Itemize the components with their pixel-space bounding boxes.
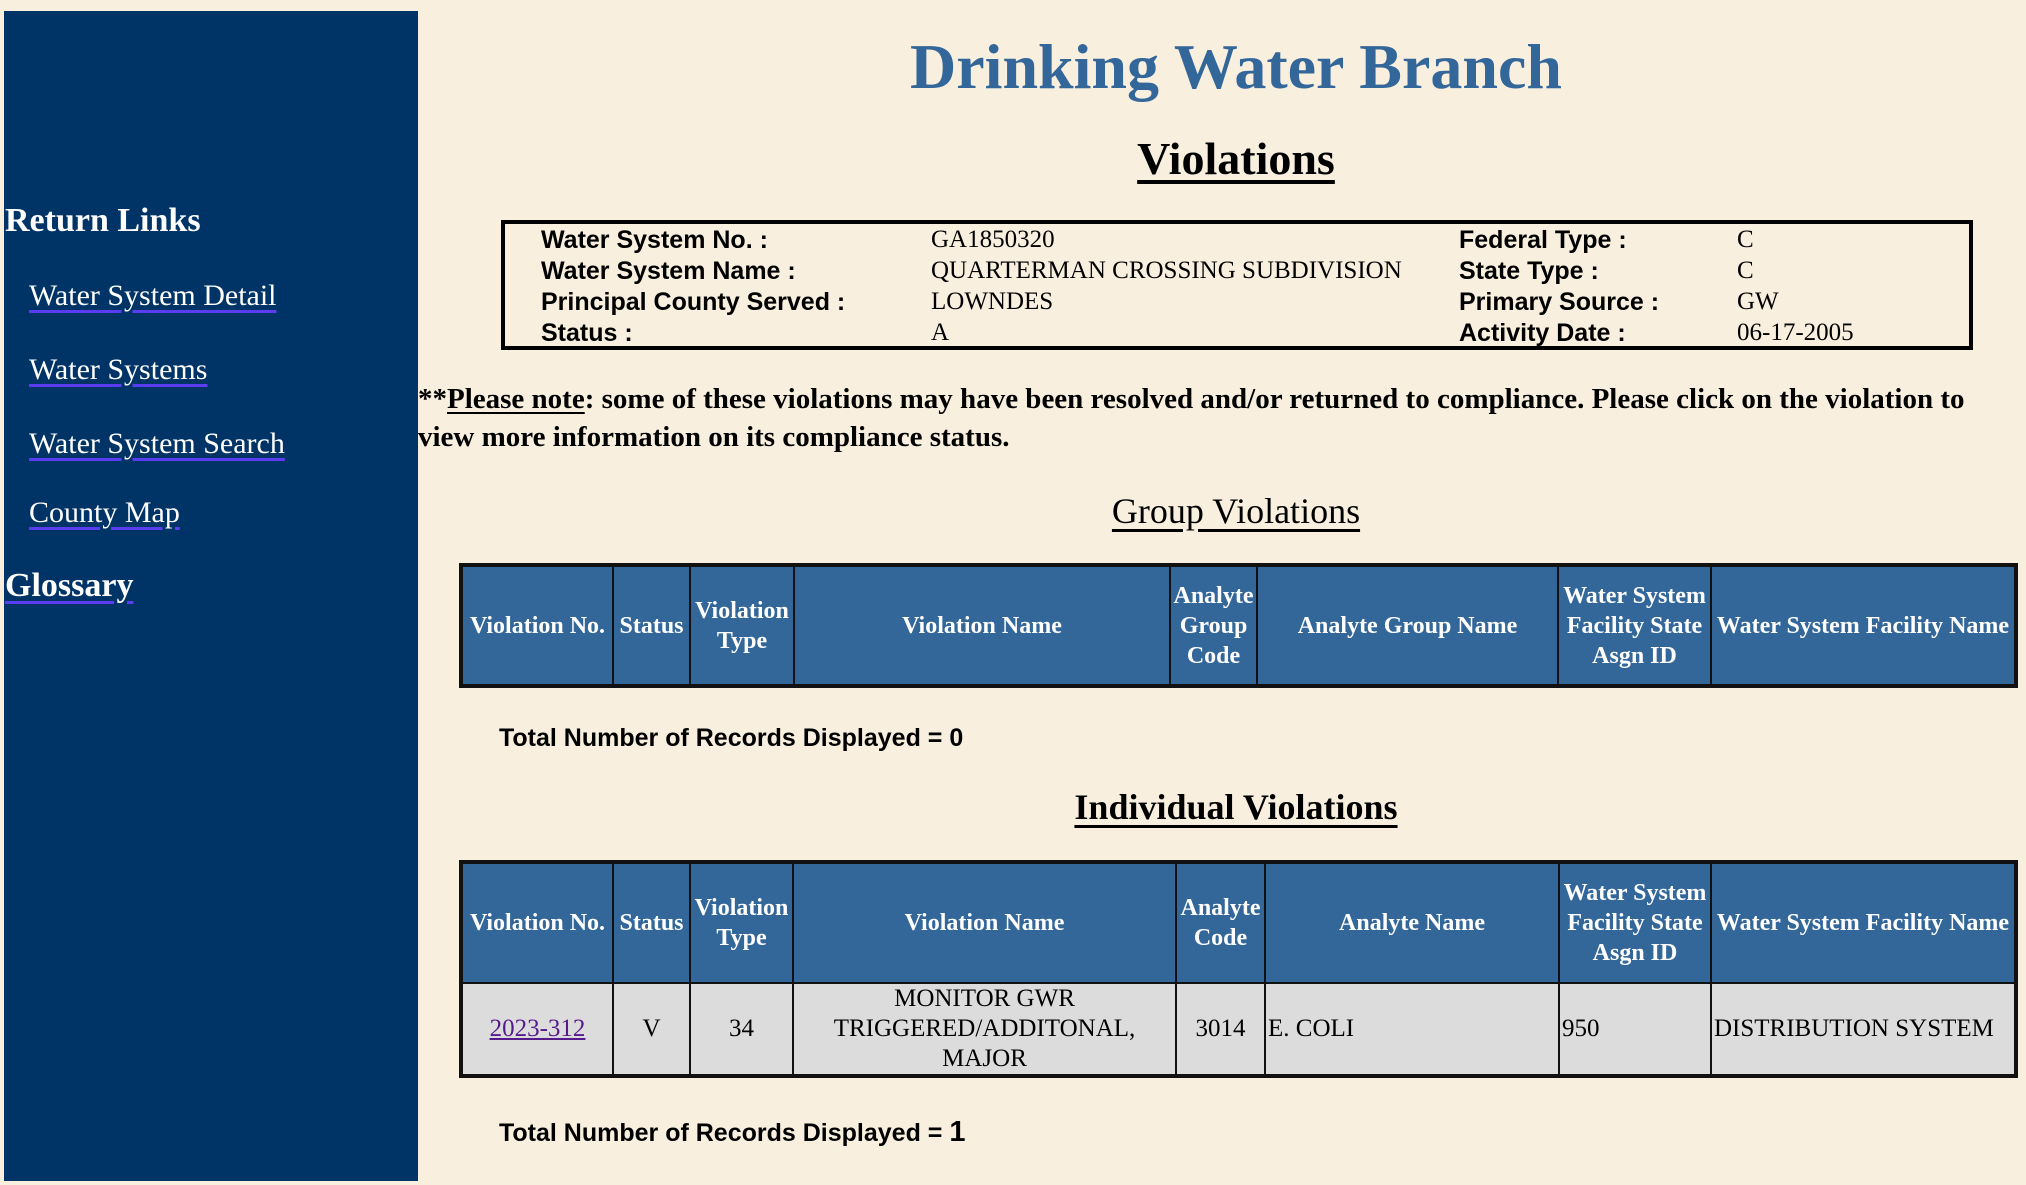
water-system-name-label: Water System Name :	[541, 257, 796, 285]
sidebar-link-county-map[interactable]: County Map	[29, 496, 180, 529]
facility-name-cell: DISTRIBUTION SYSTEM	[1711, 983, 2016, 1076]
column-header: Analyte Name	[1265, 862, 1559, 983]
glossary-link[interactable]: Glossary	[5, 567, 134, 604]
group-violations-header-row	[461, 565, 2016, 686]
column-header: Water System Facility State Asgn ID	[1558, 565, 1711, 686]
status-label: Status :	[541, 319, 633, 347]
individual-violations-total	[499, 1116, 965, 1149]
note-please-note: Please note	[447, 383, 585, 415]
sidebar-link-water-system-search[interactable]: Water System Search	[29, 427, 285, 460]
total-label: Total Number of Records Displayed =	[499, 724, 950, 752]
sidebar-link-water-systems[interactable]: Water Systems	[29, 353, 208, 386]
violation-type-cell: 34	[690, 983, 793, 1076]
facility-id-cell: 950	[1559, 983, 1711, 1076]
state-type-label: State Type :	[1459, 257, 1599, 285]
activity-date-value: 06-17-2005	[1737, 319, 1854, 346]
table-row	[461, 983, 2016, 1076]
main-content	[418, 0, 2026, 1185]
group-violations-total	[499, 724, 963, 753]
state-type-value: C	[1737, 257, 1754, 284]
column-header: Analyte Group Code	[1170, 565, 1257, 686]
note-prefix: **	[418, 383, 447, 415]
column-header: Violation Name	[793, 862, 1176, 983]
individual-violations-title: Individual Violations	[1074, 787, 1398, 827]
total-label: Total Number of Records Displayed =	[499, 1119, 950, 1147]
column-header: Violation Type	[690, 565, 794, 686]
county-label: Principal County Served :	[541, 288, 846, 316]
column-header: Water System Facility Name	[1711, 862, 2016, 983]
column-header: Water System Facility Name	[1711, 565, 2016, 686]
column-header: Violation Type	[690, 862, 793, 983]
primary-source-label: Primary Source :	[1459, 288, 1660, 316]
violation-name-cell: MONITOR GWR TRIGGERED/ADDITONAL, MAJOR	[793, 983, 1176, 1076]
group-violations-table	[459, 563, 2018, 688]
column-header: Violation Name	[794, 565, 1170, 686]
column-header: Violation No.	[461, 862, 613, 983]
federal-type-value: C	[1737, 226, 1754, 253]
note-text: : some of these violations may have been resolved and/or returned to compliance. Please click on the violation to view more information on its compliance status.	[418, 383, 1965, 453]
column-header: Status	[613, 862, 690, 983]
water-system-info-box	[501, 220, 1973, 350]
status-cell: V	[613, 983, 690, 1076]
water-system-no-label: Water System No. :	[541, 226, 768, 254]
total-count: 1	[949, 1116, 966, 1148]
column-header: Violation No.	[461, 565, 613, 686]
total-count: 0	[949, 724, 964, 752]
column-header: Analyte Group Name	[1257, 565, 1558, 686]
return-links-heading: Return Links	[5, 202, 201, 239]
compliance-note	[418, 380, 2018, 456]
county-value: LOWNDES	[931, 288, 1054, 315]
federal-type-label: Federal Type :	[1459, 226, 1627, 254]
sidebar-link-water-system-detail[interactable]: Water System Detail	[29, 279, 277, 312]
column-header: Water System Facility State Asgn ID	[1559, 862, 1711, 983]
individual-violations-table	[459, 860, 2018, 1078]
violation-link[interactable]: 2023-312	[489, 1015, 586, 1042]
column-header: Analyte Code	[1176, 862, 1265, 983]
status-value: A	[931, 319, 950, 346]
group-violations-title: Group Violations	[1111, 491, 1361, 531]
sidebar	[4, 11, 418, 1181]
individual-violations-header-row	[461, 862, 2016, 983]
analyte-name-cell: E. COLI	[1265, 983, 1559, 1076]
violation-no-cell	[461, 983, 613, 1076]
page-subtitle: Violations	[1137, 133, 1335, 184]
activity-date-label: Activity Date :	[1459, 319, 1626, 347]
water-system-name-value: QUARTERMAN CROSSING SUBDIVISION	[931, 257, 1402, 284]
column-header: Status	[613, 565, 690, 686]
water-system-no-value: GA1850320	[931, 226, 1055, 253]
page-title: Drinking Water Branch	[910, 31, 1562, 102]
analyte-code-cell: 3014	[1176, 983, 1265, 1076]
primary-source-value: GW	[1737, 288, 1779, 315]
